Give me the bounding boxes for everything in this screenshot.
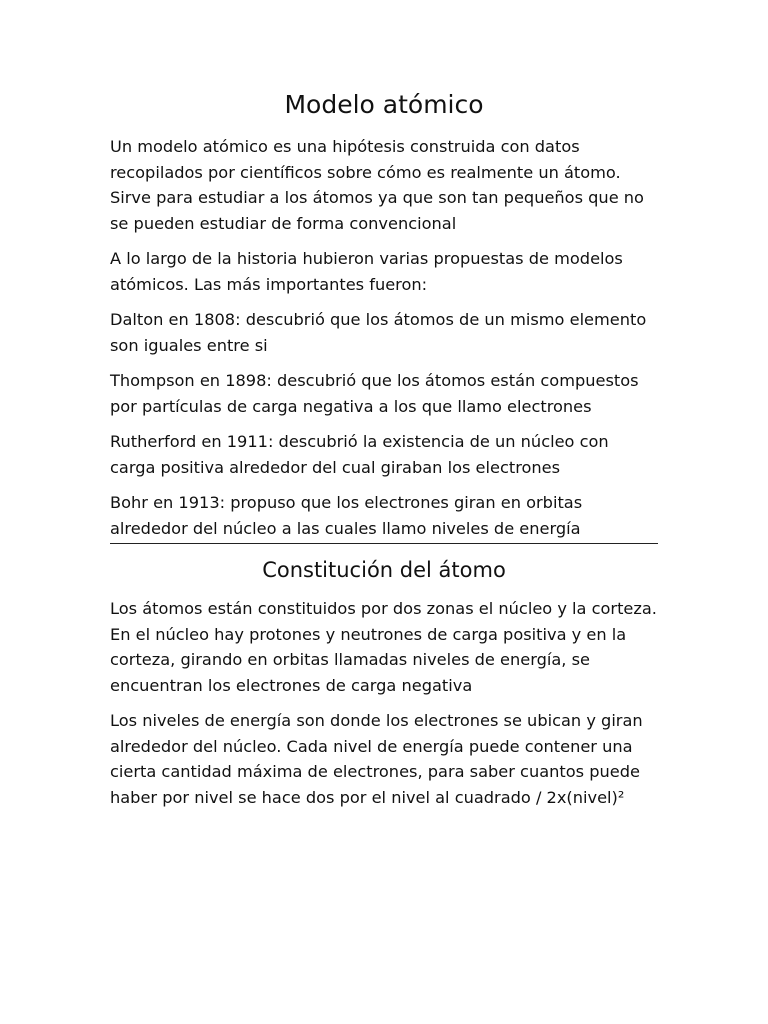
intro-paragraph: Un modelo atómico es una hipótesis construida con datos recopilados por científicos sobre cómo es realmente un átomo. Sirve para estudiar a los átomos ya que son tan pequeños que no se pueden estudiar de forma convencional bbox=[110, 137, 644, 233]
model-thompson-paragraph: Thompson en 1898: descubrió que los átomos están compuestos por partículas de carga negativa a los que llamo electrones bbox=[110, 371, 639, 416]
model-dalton-paragraph: Dalton en 1808: descubrió que los átomos de un mismo elemento son iguales entre si bbox=[110, 310, 647, 355]
section-divider bbox=[110, 543, 658, 544]
model-bohr-paragraph: Bohr en 1913: propuso que los electrones giran en orbitas alrededor del núcleo a las cuales llamo niveles de energía bbox=[110, 493, 583, 538]
energy-levels-paragraph: Los niveles de energía son donde los electrones se ubican y giran alrededor del núcleo. Cada nivel de energía puede contener una cierta cantidad máxima de electrones, para saber cuantos puede haber por nivel se hace dos por el nivel al cuadrado / 2x(nivel)² bbox=[110, 711, 643, 807]
constitution-paragraph: Los átomos están constituidos por dos zonas el núcleo y la corteza. En el núcleo hay protones y neutrones de carga positiva y en la corteza, girando en orbitas llamadas niveles de energía, se encuentran los electrones de carga negativa bbox=[110, 599, 657, 695]
section-title-constitucion: Constitución del átomo bbox=[262, 558, 506, 582]
document-body bbox=[110, 88, 658, 820]
history-paragraph: A lo largo de la historia hubieron varias propuestas de modelos atómicos. Las más importantes fueron: bbox=[110, 249, 623, 294]
section-title-modelo-atomico: Modelo atómico bbox=[284, 90, 484, 119]
model-rutherford-paragraph: Rutherford en 1911: descubrió la existencia de un núcleo con carga positiva alrededor del cual giraban los electrones bbox=[110, 432, 609, 477]
